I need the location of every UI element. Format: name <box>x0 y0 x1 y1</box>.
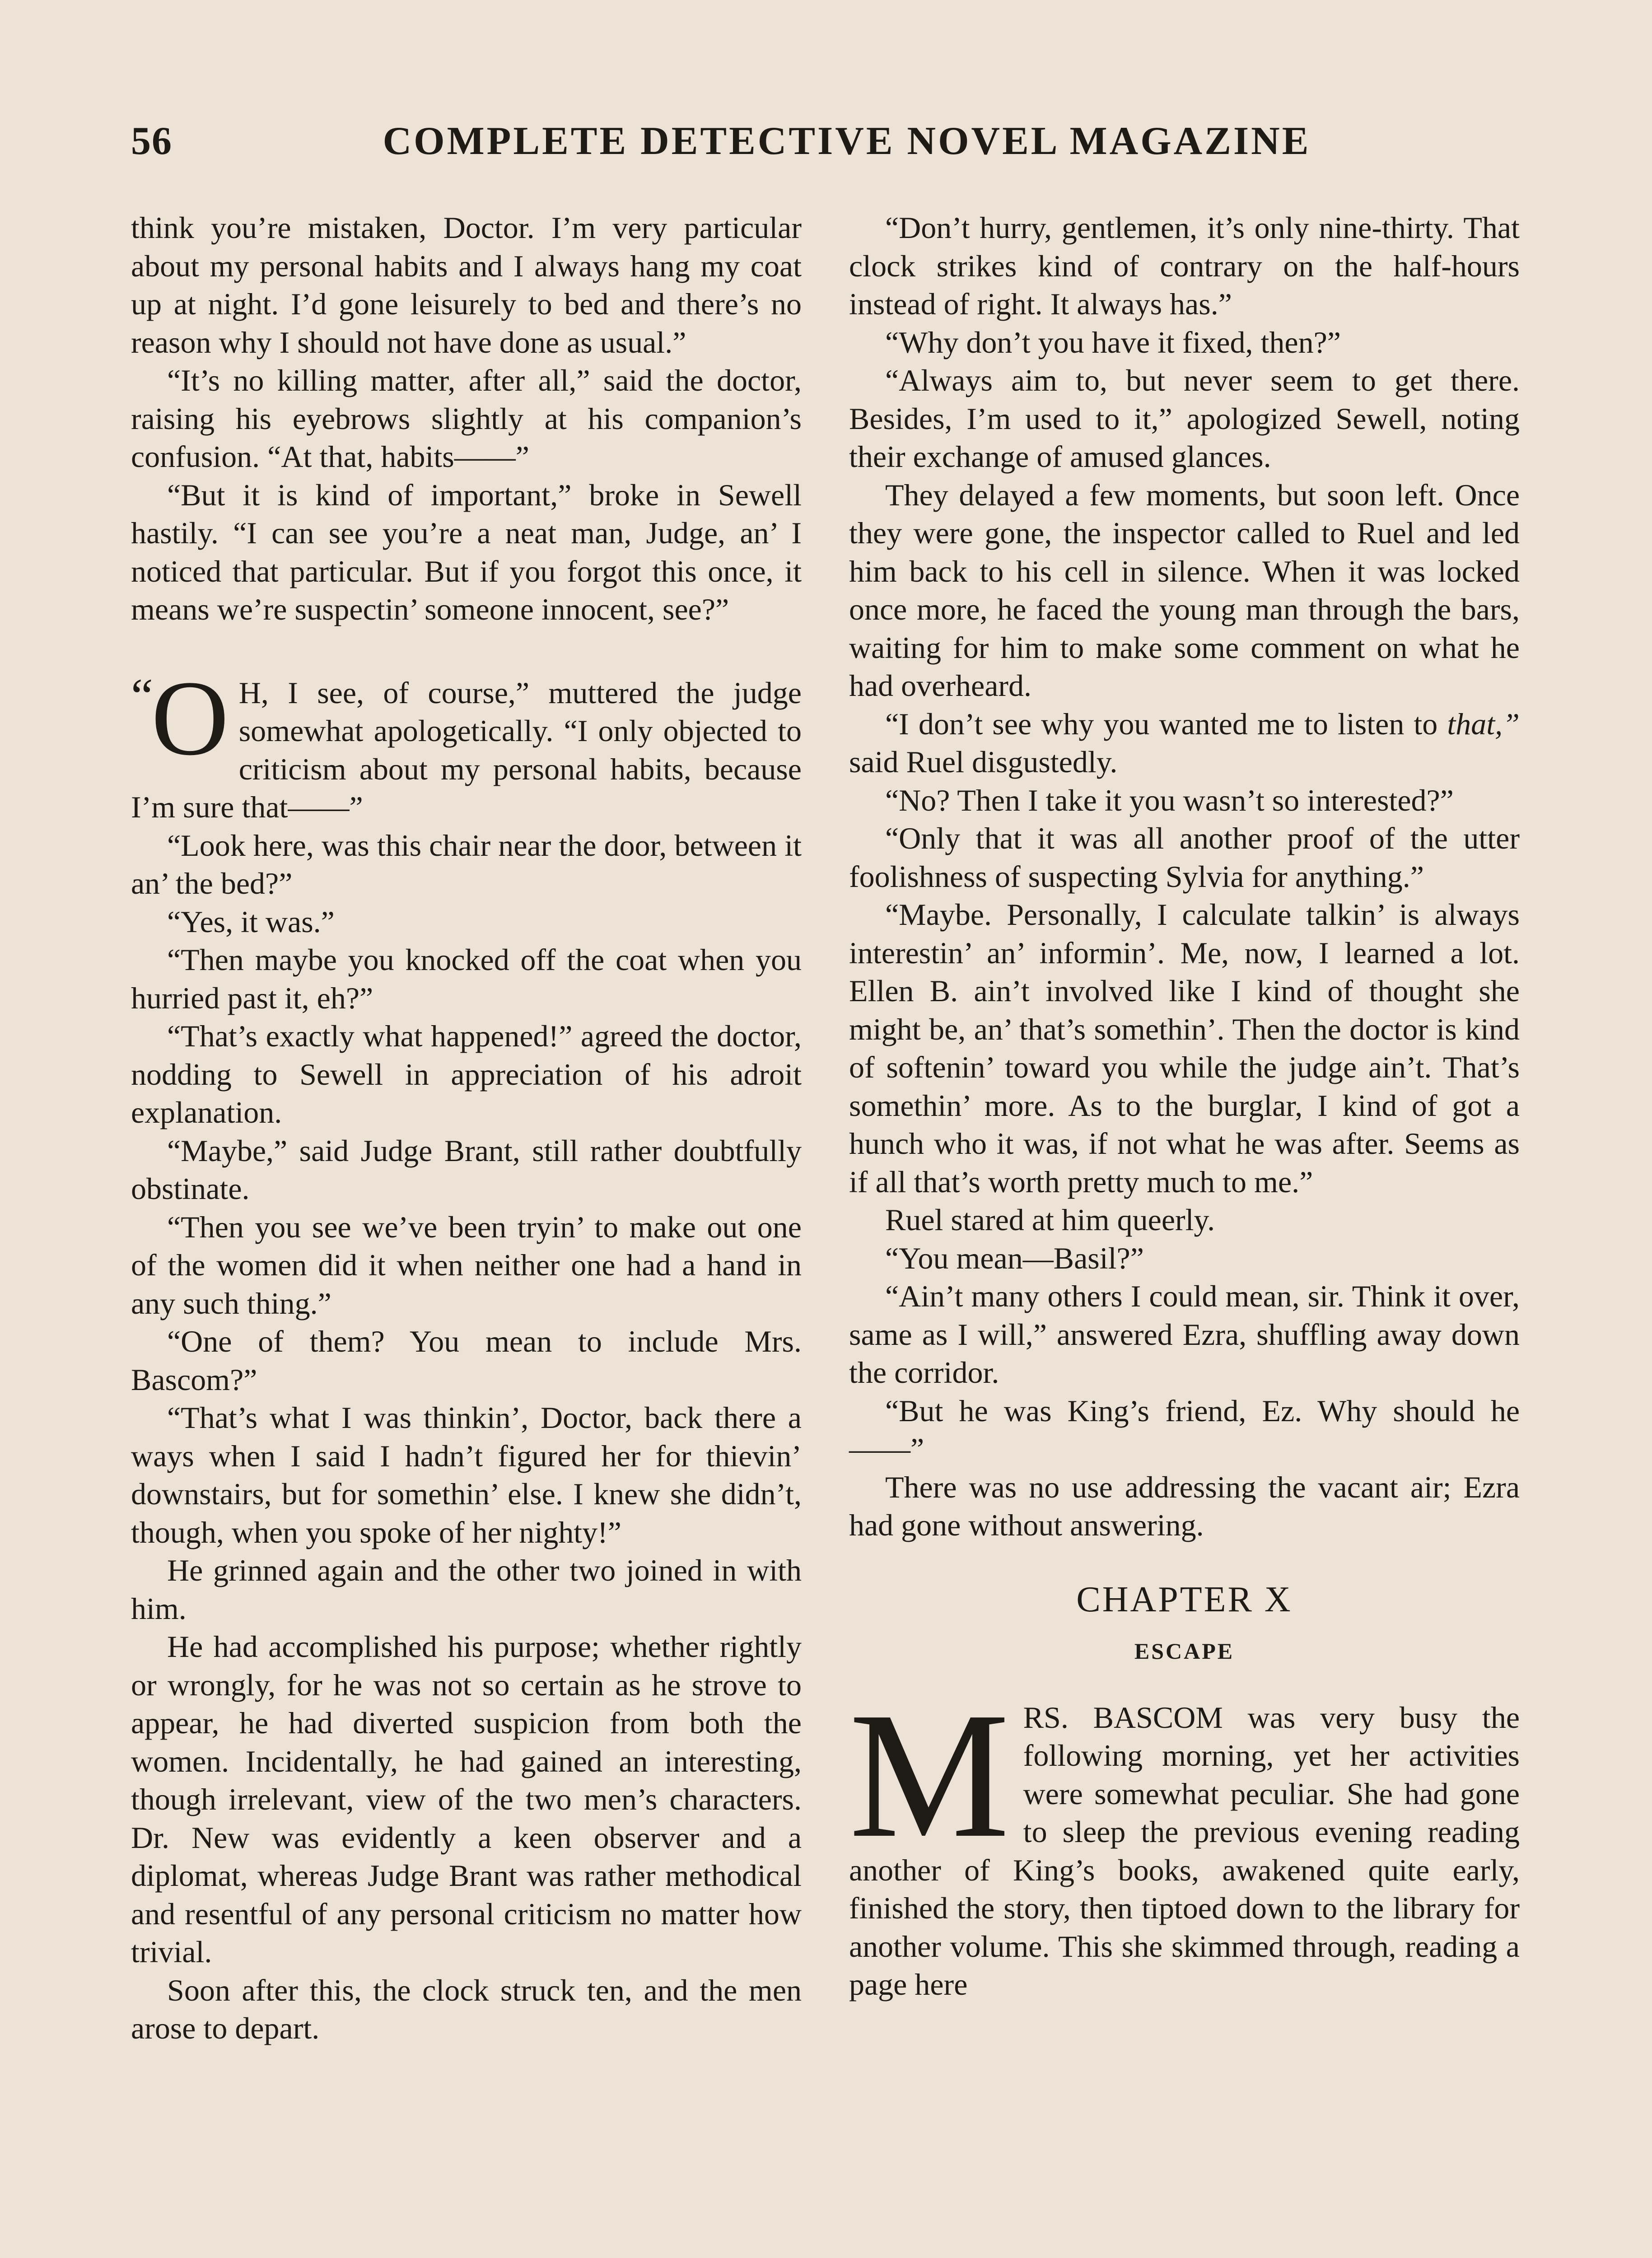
paragraph <box>849 705 1520 781</box>
paragraph: “Then maybe you knocked off the coat when you hurried past it, eh?” <box>131 942 802 1015</box>
paragraph: “Only that it was all another proof of the utter foolishness of suspecting Sylvia for anything.” <box>849 821 1520 894</box>
paragraph: think you’re mistaken, Doctor. I’m very particular about my personal habits and I always hang my coat up at night. I’d gone leisurely to bed and there’s no reason why I should not have done as usual.” <box>131 210 802 359</box>
paragraph-text: “I don’t see why you wanted me to listen to <box>885 706 1447 741</box>
page-number: 56 <box>131 119 173 163</box>
paragraph-text: H, I see, of course,” muttered the judge somewhat apologetically. “I only objected to criticism about my personal habits, because I’m sure that——” <box>131 675 802 824</box>
paragraph: “It’s no killing matter, after all,” said the doctor, raising his eyebrows slightly at his companion’s confusion. “At that, habits——” <box>131 363 802 474</box>
paragraph: “Why don’t you have it fixed, then?” <box>885 325 1341 359</box>
chapter-subtitle: ESCAPE <box>1134 1638 1235 1664</box>
paragraph: “Then you see we’ve been tryin’ to make out one of the women did it when neither one had a hand in any such thing.” <box>131 1209 802 1320</box>
paragraph: “You mean—Basil?” <box>885 1241 1144 1275</box>
paragraph-text: said Ruel disgustedly. <box>849 745 1118 779</box>
paragraph-text: RS. BASCOM was very busy the following morning, yet her activities were somewhat peculiar. She had gone to sleep the previous evening reading another of King’s books, awakened quite early, finished the story, then tiptoed down to the library for another volume. This she skimmed through, reading a page here <box>849 1700 1520 2001</box>
paragraph: “Don’t hurry, gentlemen, it’s only nine-thirty. That clock strikes kind of contrary on the half-hours instead of right. It always has.” <box>849 210 1520 321</box>
paragraph: He grinned again and the other two joined in with him. <box>131 1553 802 1626</box>
paragraph: “Maybe. Personally, I calculate talkin’ is always interestin’ an’ informin’. Me, now, I learned a lot. Ellen B. ain’t involved like I kind of thought she might be, an’ that’s somethin’. Then the doctor is kind of softenin’ toward you while the judge ain’t. That’s somethin’ more. As to the burglar, I kind of got a hunch who it was, if not what he was after. Seems as if all that’s worth pretty much to me.” <box>849 897 1520 1199</box>
left-column <box>131 209 802 2048</box>
paragraph: They delayed a few moments, but soon left. Once they were gone, the inspector called to Ruel and led him back to his cell in silence. When it was locked once more, he faced the young man through the bars, waiting for him to make some comment on what he had overheard. <box>849 477 1520 703</box>
right-column <box>849 209 1520 2004</box>
opening-quote: “ <box>131 668 153 723</box>
paragraph: Ruel stared at him queerly. <box>885 1203 1215 1237</box>
paragraph: “Always aim to, but never seem to get there. Besides, I’m used to it,” apologized Sewell, noting their exchange of amused glances. <box>849 363 1520 474</box>
page-header <box>131 118 1522 173</box>
paragraph: “But it is kind of important,” broke in Sewell hastily. “I can see you’re a neat man, Judge, an’ I noticed that particular. But if you forgot this once, it means we’re suspectin’ someone innocent, see?” <box>131 477 802 626</box>
paragraph: “But he was King’s friend, Ez. Why should he——” <box>849 1393 1520 1466</box>
running-title: COMPLETE DETECTIVE NOVEL MAGAZINE <box>383 119 1311 163</box>
paragraph: There was no use addressing the vacant air; Ezra had gone without answering. <box>849 1470 1520 1542</box>
paragraph: “Ain’t many others I could mean, sir. Think it over, same as I will,” answered Ezra, shuffling away down the corridor. <box>849 1279 1520 1390</box>
paragraph: “Yes, it was.” <box>167 904 335 939</box>
drop-cap-letter: O <box>151 658 229 778</box>
paragraph: Soon after this, the clock struck ten, and the men arose to depart. <box>131 1973 802 2045</box>
paragraph: “Look here, was this chair near the door, between it an’ the bed?” <box>131 828 802 900</box>
paragraph-dropcap <box>131 658 802 826</box>
paragraph: “Maybe,” said Judge Brant, still rather doubtfully obstinate. <box>131 1133 802 1206</box>
chapter-title: CHAPTER X <box>1076 1579 1293 1619</box>
paragraph: “No? Then I take it you wasn’t so interested?” <box>885 783 1454 817</box>
emphasis-text: that,” <box>1447 706 1520 741</box>
paragraph-dropcap <box>849 1675 1520 2004</box>
drop-cap-letter: M <box>849 1675 1010 1875</box>
paragraph: He had accomplished his purpose; whether rightly or wrongly, for he was not so certain as he strove to appear, he had diverted suspicion from both the women. Incidentally, he had gained an interesting, though irrelevant, view of the two men’s characters. Dr. New was evidently a keen observer and a diplomat, whereas Judge Brant was rather methodical and resentful of any personal criticism no matter how trivial. <box>131 1629 802 1969</box>
paragraph: “That’s what I was thinkin’, Doctor, back there a ways when I said I hadn’t figured her for thievin’ downstairs, but for somethin’ else. I knew she didn’t, though, when you spoke of her nighty!” <box>131 1400 802 1549</box>
paragraph: “One of them? You mean to include Mrs. Bascom?” <box>131 1324 802 1397</box>
paragraph: “That’s exactly what happened!” agreed the doctor, nodding to Sewell in appreciation of his adroit explanation. <box>131 1019 802 1129</box>
